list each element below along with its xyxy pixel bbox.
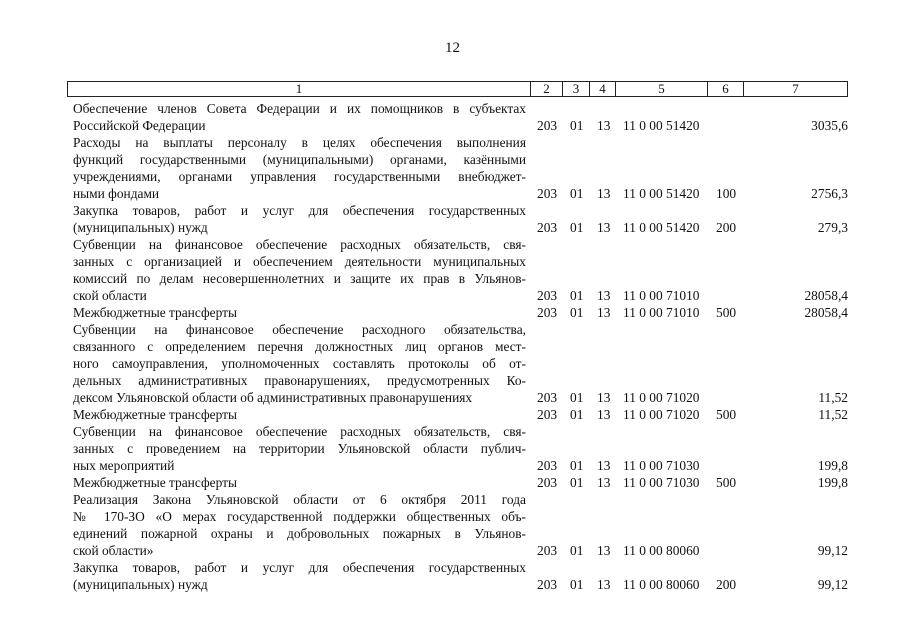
- table-row: [0, 576, 905, 593]
- row-description-line: функций государственными (муниципальными) органами, казёнными: [73, 152, 526, 167]
- row-cell-c5: 11 0 00 71020: [623, 390, 700, 405]
- table-row: [0, 559, 905, 576]
- row-cell-c3: 01: [570, 288, 584, 303]
- row-cell-c6: 200: [716, 577, 737, 592]
- row-cell-c4: 13: [597, 220, 611, 235]
- row-cell-c5: 11 0 00 80060: [623, 543, 700, 558]
- table-row: [0, 134, 905, 151]
- row-cell-c3: 01: [570, 305, 584, 320]
- row-description-line: Российской Федерации: [73, 118, 206, 133]
- row-cell-c6: 100: [716, 186, 737, 201]
- table-row: [0, 100, 905, 117]
- row-cell-c2: 203: [537, 305, 558, 320]
- row-cell-c6: 200: [716, 220, 737, 235]
- row-description-line: Субвенции на финансовое обеспечение расходных обязательств, свя-: [73, 237, 526, 252]
- row-cell-c2: 203: [537, 390, 558, 405]
- row-cell-c4: 13: [597, 543, 611, 558]
- row-cell-c4: 13: [597, 577, 611, 592]
- table-row: [0, 491, 905, 508]
- table-row: [0, 168, 905, 185]
- table-row: [0, 440, 905, 457]
- page-number: 12: [445, 40, 460, 56]
- row-cell-c5: 11 0 00 51420: [623, 220, 700, 235]
- row-cell-c4: 13: [597, 407, 611, 422]
- row-description-line: Обеспечение членов Совета Федерации и их помощников в субъектах: [73, 101, 526, 116]
- row-cell-c2: 203: [537, 577, 558, 592]
- table-row: [0, 321, 905, 338]
- row-cell-c3: 01: [570, 220, 584, 235]
- row-description-line: связанного с определением перечня должностных лиц органов мест-: [73, 339, 526, 354]
- row-cell-c5: 11 0 00 71030: [623, 475, 700, 490]
- table-row: [0, 304, 905, 321]
- table-row: [0, 355, 905, 372]
- row-description-line: единений пожарной охраны и добровольных пожарных в Ульянов-: [73, 526, 526, 541]
- row-cell-c4: 13: [597, 390, 611, 405]
- table-row: [0, 406, 905, 423]
- row-cell-c4: 13: [597, 475, 611, 490]
- row-cell-c5: 11 0 00 71010: [623, 305, 700, 320]
- row-description-line: ской области»: [73, 543, 154, 558]
- row-description-line: Закупка товаров, работ и услуг для обеспечения государственных: [73, 560, 526, 575]
- row-cell-c3: 01: [570, 390, 584, 405]
- row-cell-c6: 500: [716, 475, 737, 490]
- column-header-4: 4: [589, 82, 615, 96]
- row-cell-c6: 500: [716, 305, 737, 320]
- row-description-line: дельных административных правонарушениях, предусмотренных Ко-: [73, 373, 526, 388]
- row-description-line: комиссий по делам несовершеннолетних и защите их прав в Ульянов-: [73, 271, 526, 286]
- row-description-line: Межбюджетные трансферты: [73, 305, 237, 320]
- table-row: [0, 338, 905, 355]
- row-cell-c7: 99,12: [817, 543, 848, 558]
- column-header-5: 5: [615, 82, 707, 96]
- row-cell-c3: 01: [570, 543, 584, 558]
- budget-table-body: [0, 100, 905, 593]
- row-cell-c7: 2756,3: [811, 186, 848, 201]
- table-row: [0, 525, 905, 542]
- table-row: [0, 185, 905, 202]
- row-description-line: ными фондами: [73, 186, 160, 201]
- row-cell-c7: 3035,6: [811, 118, 848, 133]
- row-cell-c2: 203: [537, 407, 558, 422]
- row-cell-c5: 11 0 00 71020: [623, 407, 700, 422]
- row-cell-c7: 199,8: [817, 475, 848, 490]
- row-cell-c7: 28058,4: [804, 305, 848, 320]
- row-cell-c3: 01: [570, 475, 584, 490]
- column-header-row: [67, 81, 848, 97]
- row-cell-c2: 203: [537, 543, 558, 558]
- row-cell-c2: 203: [537, 288, 558, 303]
- table-row: [0, 253, 905, 270]
- row-cell-c4: 13: [597, 305, 611, 320]
- table-row: [0, 236, 905, 253]
- row-cell-c5: 11 0 00 71030: [623, 458, 700, 473]
- row-description-line: Реализация Закона Ульяновской области от 6 октября 2011 года: [73, 492, 526, 507]
- table-row: [0, 117, 905, 134]
- table-row: [0, 372, 905, 389]
- row-cell-c2: 203: [537, 118, 558, 133]
- row-cell-c3: 01: [570, 577, 584, 592]
- table-row: [0, 542, 905, 559]
- row-cell-c4: 13: [597, 458, 611, 473]
- row-cell-c7: 99,12: [817, 577, 848, 592]
- row-description-line: Субвенции на финансовое обеспечение расходных обязательств, свя-: [73, 424, 526, 439]
- row-description-line: занных с проведением на территории Ульяновской области публич-: [73, 441, 526, 456]
- row-cell-c2: 203: [537, 475, 558, 490]
- row-description-line: № 170-ЗО «О мерах государственной поддержки общественных объ-: [73, 509, 526, 524]
- row-description-line: учреждениями, органами управления государственными внебюджет-: [73, 169, 526, 184]
- row-cell-c7: 11,52: [818, 390, 848, 405]
- row-cell-c5: 11 0 00 80060: [623, 577, 700, 592]
- row-cell-c2: 203: [537, 458, 558, 473]
- row-cell-c5: 11 0 00 51420: [623, 186, 700, 201]
- row-description-line: Межбюджетные трансферты: [73, 407, 237, 422]
- row-description-line: Субвенции на финансовое обеспечение расходного обязательства,: [73, 322, 526, 337]
- row-cell-c3: 01: [570, 458, 584, 473]
- row-cell-c2: 203: [537, 220, 558, 235]
- table-row: [0, 219, 905, 236]
- row-cell-c7: 11,52: [818, 407, 848, 422]
- row-cell-c7: 199,8: [817, 458, 848, 473]
- row-description-line: ской области: [73, 288, 147, 303]
- row-description-line: ного самоуправления, уполномоченных составлять протоколы об от-: [73, 356, 526, 371]
- row-cell-c3: 01: [570, 118, 584, 133]
- row-description-line: ных мероприятий: [73, 458, 175, 473]
- table-row: [0, 270, 905, 287]
- row-cell-c5: 11 0 00 51420: [623, 118, 700, 133]
- table-row: [0, 287, 905, 304]
- row-cell-c7: 28058,4: [804, 288, 848, 303]
- row-description-line: Межбюджетные трансферты: [73, 475, 237, 490]
- row-description-line: Закупка товаров, работ и услуг для обеспечения государственных: [73, 203, 526, 218]
- table-row: [0, 202, 905, 219]
- row-description-line: занных с организацией и обеспечением деятельности муниципальных: [73, 254, 526, 269]
- row-cell-c6: 500: [716, 407, 737, 422]
- table-row: [0, 389, 905, 406]
- table-row: [0, 423, 905, 440]
- row-cell-c7: 279,3: [817, 220, 848, 235]
- row-description-line: Расходы на выплаты персоналу в целях обеспечения выполнения: [73, 135, 526, 150]
- column-header-7: 7: [743, 82, 847, 96]
- column-header-6: 6: [707, 82, 743, 96]
- row-description-line: дексом Ульяновской области об административных правонарушениях: [73, 390, 473, 405]
- row-cell-c4: 13: [597, 288, 611, 303]
- table-row: [0, 457, 905, 474]
- row-cell-c2: 203: [537, 186, 558, 201]
- row-cell-c4: 13: [597, 118, 611, 133]
- row-description-line: (муниципальных) нужд: [73, 577, 208, 592]
- column-header-1: 1: [295, 81, 303, 96]
- row-cell-c5: 11 0 00 71010: [623, 288, 700, 303]
- column-header-2: 2: [530, 82, 562, 96]
- table-row: [0, 508, 905, 525]
- row-cell-c4: 13: [597, 186, 611, 201]
- row-description-line: (муниципальных) нужд: [73, 220, 208, 235]
- table-row: [0, 151, 905, 168]
- row-cell-c3: 01: [570, 407, 584, 422]
- row-cell-c3: 01: [570, 186, 584, 201]
- table-row: [0, 474, 905, 491]
- column-header-3: 3: [562, 82, 589, 96]
